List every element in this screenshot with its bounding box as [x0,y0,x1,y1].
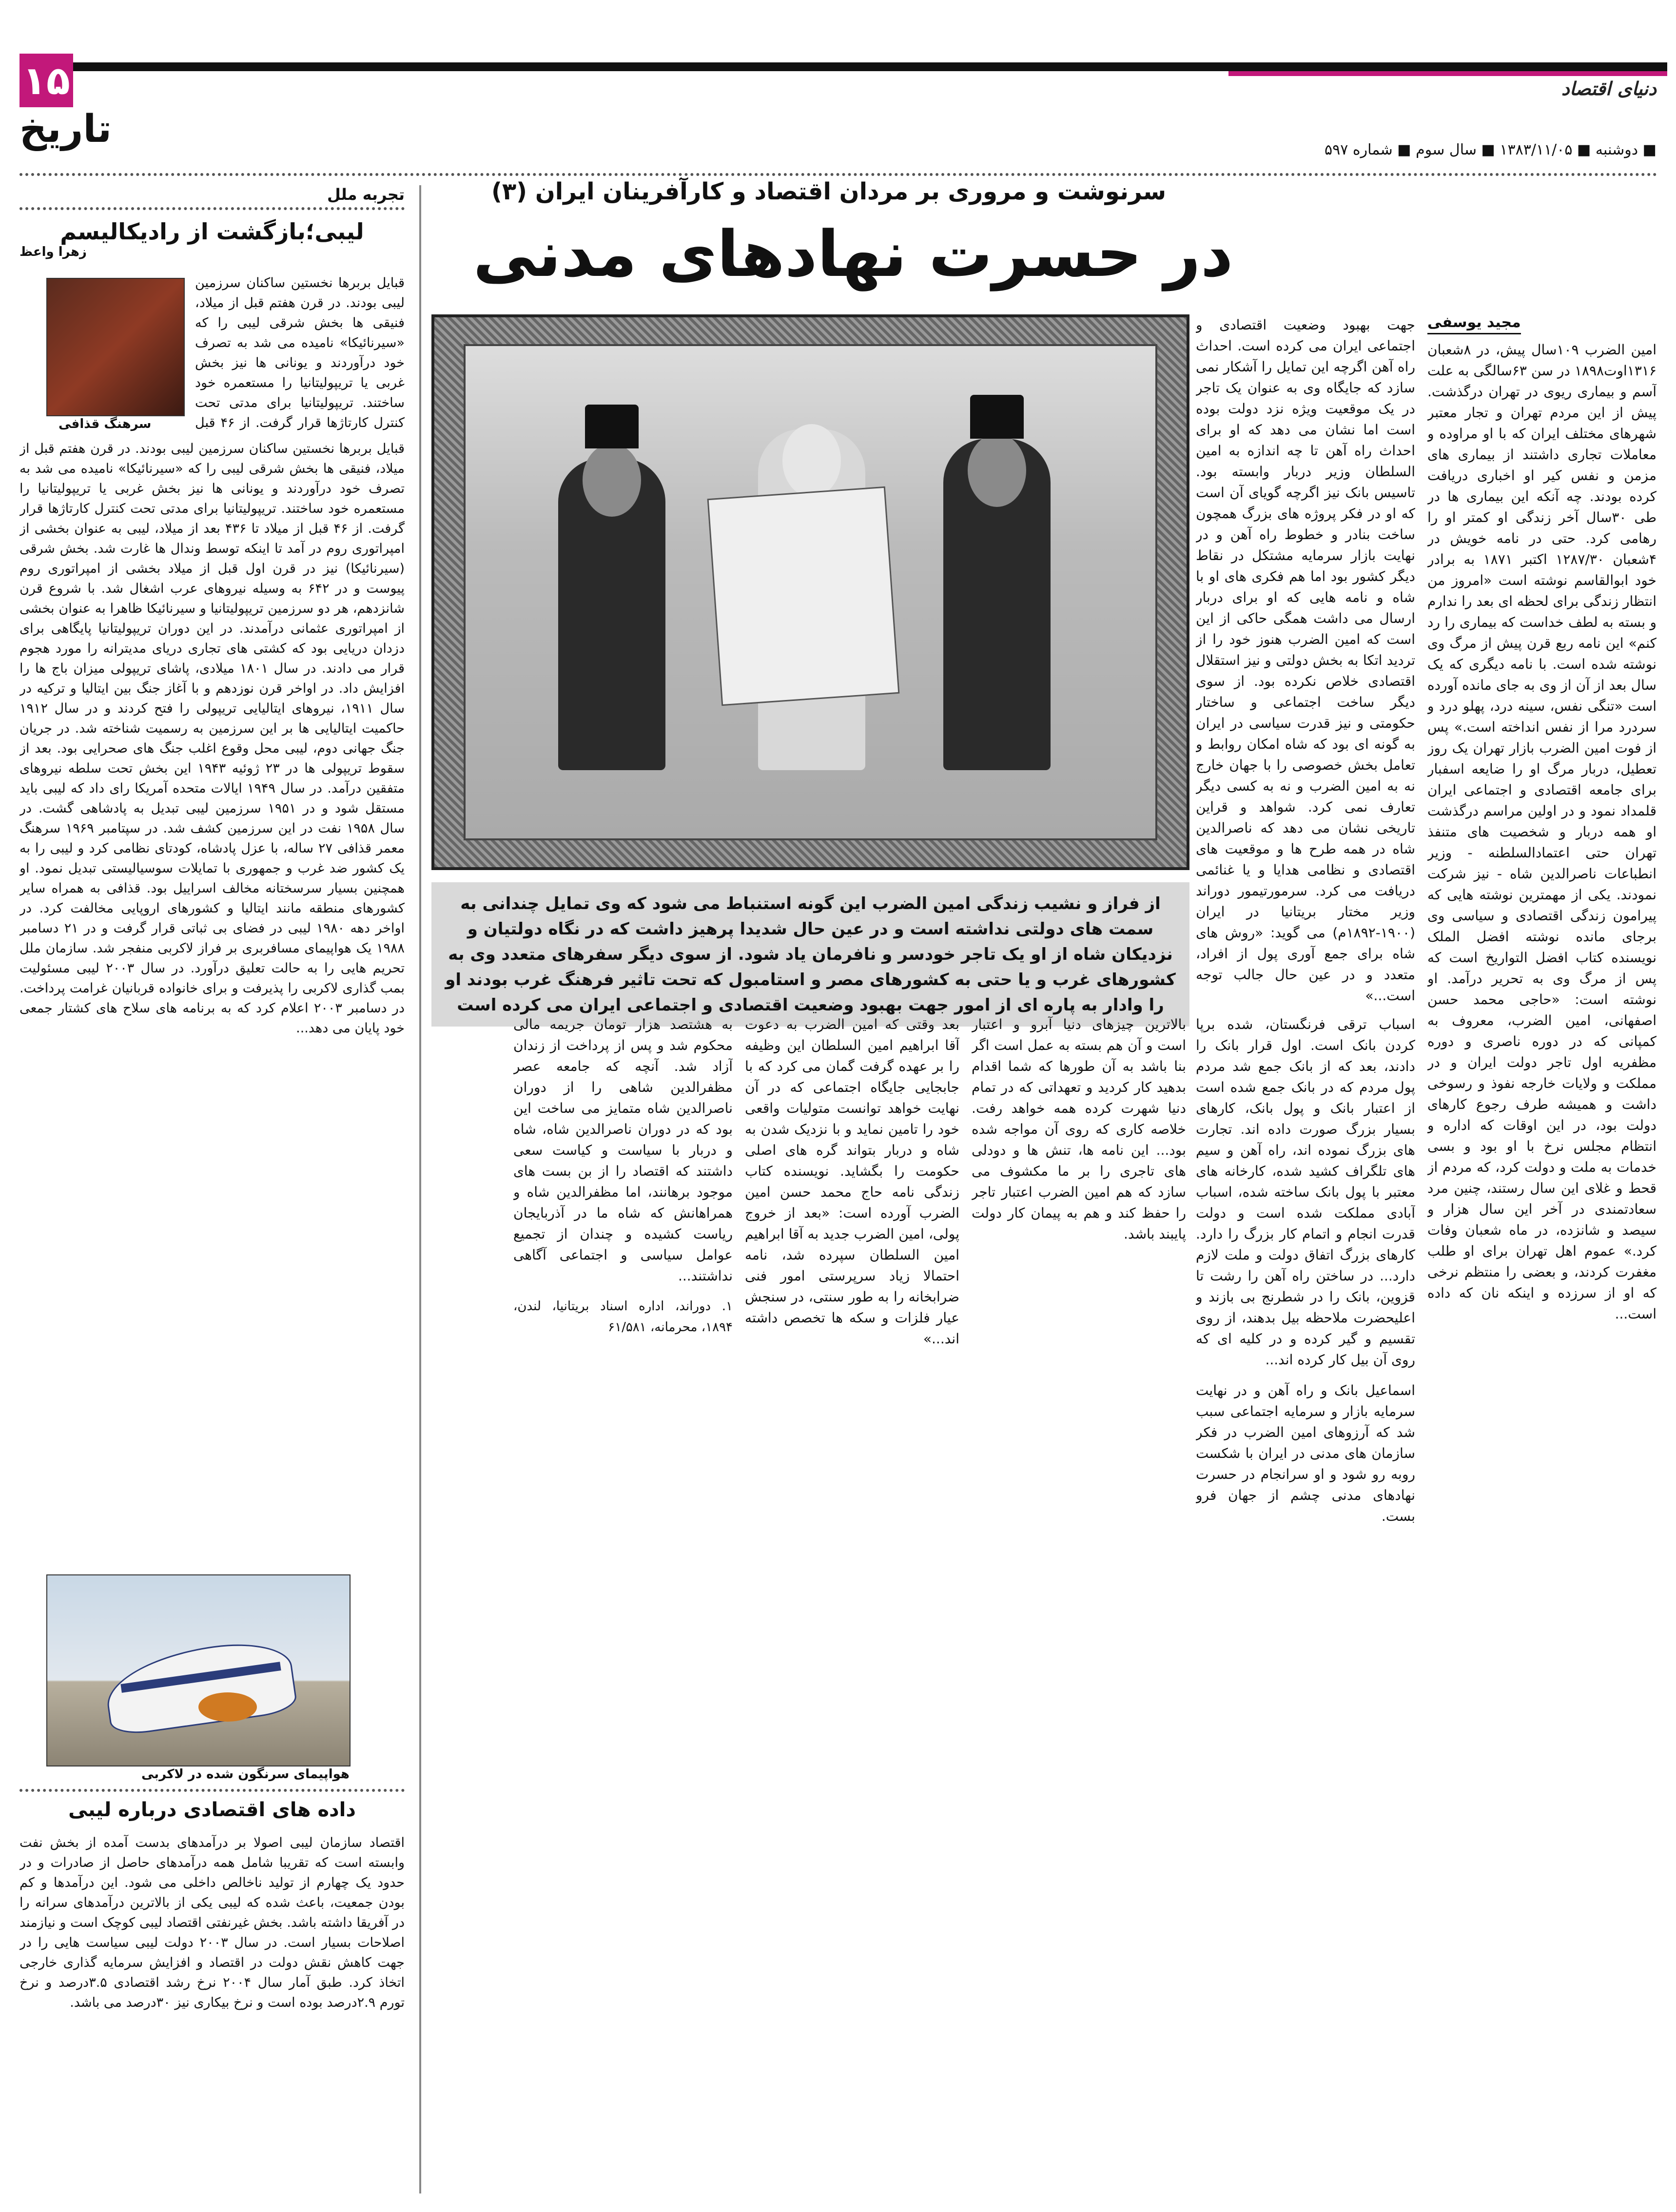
plane-caption: هواپیمای سرنگون شده در لاکربی [141,1767,350,1782]
article-column-2: جهت بهبود وضعیت اقتصادی و اجتماعی ایران می کرده است. احداث راه آهن اگرچه این تمایل را آشکار نمی سازد که جایگاه وی به عنوان یک تاجر در یک موقعیت ویژه نزد دولت بوده است اما نشان می دهد که او برای احداث راه آهن تا چه اندازه به امین السلطان وزیر دربار وابسته بود. تاسیس بانک نیز اگرچه گویای آن است که او در فکر پروژه های بزرگ همچون ساخت بنادر و خطوط راه آهن و در نهایت بازار سرمایه مشتکل در نقاط دیگر کشور بود اما هم فکری های او با شاه و نامه هایی که او برای دربار ارسال می داشت همگی حاکی از این است که امین الضرب هنوز خود را از تردید اتکا به بخش دولتی و نیز استقلال اقتصادی خلاص نکرده بود. از سوی دیگر ساخت اجتماعی و ساختار حکومتی و نیز قدرت سیاسی در ایران به گونه ای بود که شاه امکان روابط و تعامل بخش خصوصی را با جهان خارج نه به امین الضرب و نه به کسی دیگر تعارف نمی کرد. شواهد و قراین تاریخی نشان می دهد که ناصرالدین شاه در همه طرح ها و موقعیت های اقتصادی و نظامی هدایا و یا غنائمی دریافت می کرد. سرمورتیمور دوراند وزیر مختار بریتانیا در ایران (۱۹۰۰-۱۸۹۲م) می گوید: «روش های شاه برای جمع آوری پول از افراد، متعدد و در عین حال جالب توجه است...» [1196,317,1415,1004]
article-column-4: بالاترین چیزهای دنیا آبرو و اعتبار است و آن هم بسته به عمل است اگر بنا باشد به آن طورها که شما اقدام بدهید کار کردید و تعهداتی که در تمام دنیا شهرت کرده همه خواهد رفت. خلاصه کاری که روی آن مواجه شده بود... این نامه ها، تنش ها و دودلی های تاجری را بر ما مکشوف می سازد که هم امین الضرب اعتبار تاجر را حفظ کند و هم به پیمان کار دولت پایبند باشد. [972,1016,1186,1242]
sidebar-title: لیبی؛بازگشت از رادیکالیسم [60,218,364,245]
economic-data-box-title: داده های اقتصادی درباره لیبی [68,1799,356,1821]
article-headline: در حسرت نهادهای مدنی [473,217,1233,291]
historical-photo [431,314,1189,870]
dateline: ■ دوشنبه ■ ۱۳۸۳/۱۱/۰۵ ■ سال سوم ■ شماره ۵۹۷ [1325,141,1657,158]
article-author: مجید یوسفی [1427,312,1521,334]
article-column-1 [1427,312,1657,2193]
page-number: ۱۵ [19,54,73,107]
sidebar-divider [419,185,421,2193]
article-supertitle: سرنوشت و مروری بر مردان اقتصاد و کارآفرینان ایران (۳) [491,178,1167,205]
photo-face-center [782,424,841,497]
article-column-6 [513,1014,733,2193]
header-top-rule [58,62,1667,71]
economic-data-box-body: اقتصاد سازمان لیبی اصولا بر درآمدهای بدست آمده از بخش نفت وابسته است که تقریبا شامل همه درآمدهای حاصل از صادرات و در حدود یک چهارم از تولید ناخالص داخلی می شود. این درآمدها و کم بودن جمعیت، باعث شده که لیبی یکی از بالاترین درآمدهای سرانه را در آفریقا داشته باشد. بخش غیرنفتی اقتصاد لیبی کوچک است و نیازمند اصلاحات بسیار است. در سال ۲۰۰۳ دولت لیبی سیاست هایی را در جهت کاهش نقش دولت در اقتصاد و افزایش سرمایه گذاری خارجی اتخاذ کرد. طبق آمار سال ۲۰۰۴ نرخ رشد اقتصادی ۳.۵درصد و نرخ تورم ۲.۹درصد بوده است و نرخ بیکاری نیز ۳۰درصد می باشد. [19,1835,405,2010]
article-footnotes: ۱. دوراند، اداره اسناد بریتانیا، لندن، ۱۸۹۴، محرمانه، ۶۱/۵۸۱ [513,1299,733,1335]
lockerbie-plane-photo [46,1574,351,1766]
sidebar-body-top: قبایل بربرها نخستین ساکنان سرزمین لیبی بودند. در قرن هفتم قبل از میلاد، فنیقی ها بخش شرقی لیبی را که «سیرنائیکا» نامیده می شد به تصرف خود درآوردند و یونانی ها نیز بخش غربی یا تریپولیتانیا را مستعمره خود ساختند. تریپولیتانیا برای مدتی تحت کنترل کارتاژها قرار گرفت. از ۴۶ قبل [195,275,405,430]
article-column-3-text: اسباب ترقی فرنگستان، شده برپا کردن بانک است. اول قرار بانک را دادند، بعد که از بانک جمع شد مردم پول مردم که در بانک جمع شده است از اعتبار بانک و پول بانک، کارهای بسیار بزرگ صورت داده اند. تجارت های بزرگ نموده اند، راه آهن و سیم های تلگراف کشید شده، کارخانه های معتبر با پول بانک ساخته شده، اسباب آبادی مملکت شده است و دولت قدرت انجام و اتمام کار بزرگ را دارد. کارهای بزرگ اتفاق دولت و ملت لازم دارد... در ساختن راه آهن را رشت تا قزوین، بانک را در شطرنج بی بازند و اعلیحضرت ملاحظه بیل بدهند، از روی تقسیم و گیر کرده و در کلیه ای که روی آن بیل کار کرده اند... [1196,1016,1415,1368]
article-conclusion: اسماعیل بانک و راه آهن و در نهایت سرمایه بازار و سرمایه اجتماعی سبب شد که آرزوهای امین الضرب در فکر سازمان های مدنی در ایران با شکست روبه رو شود و او سرانجام در حسرت نهادهای مدنی چشم از جهان فرو بست. [1196,1382,1415,1524]
sidebar-tag: تجربه ملل [327,185,405,204]
article-column-1-text: امین الضرب ۱۰۹سال پیش، در ۸شعبان ۱۳۱۶اوت۱۸۹۸ در سن ۶۳سالگی به علت آسم و بیماری ریوی در تهران درگذشت. پیش از این مردم تهران و تجار معتبر شهرهای مختلف ایران که با او مراوده و معاملات تجاری داشتند از بیماری های مزمن و نفس کیر او اخباری دریافت کرده بودند. چه آنکه این بیماری ها در طی ۳۰سال آخر زندگی او کمتر او را رهامی کرد. حتی در نامه خویش در ۴شعبان ۱۲۸۷/۳۰ اکتبر ۱۸۷۱ به برادر خود ابوالقاسم نوشته است «امروز من انتظار زندگی برای لحظه ای بعد را ندارم و بسته به لطف خداست که بیماری را رد کنم» این نامه ربع قرن پیش از مرگ وی نوشته شده است. با نامه دیگری که یک سال بعد از آن از وی به جای مانده آورده است «تنگی نفس، سینه درد، پهلو درد و سردرد مرا از نفس انداخته است.» پس از فوت امین الضرب بازار تهران یک روز تعطیل، دربار مرگ او را ضایعه اسفبار برای جامعه اقتصادی و اجتماعی ایران قلمداد نمود و در اولین مراسم درگذشت او همه دربار و شخصیت های متنفذ تهران حتی اعتمادالسلطنه - وزیر انطباعات ناصرالدین شاه - نیز شرکت نمودند. یکی از مهمترین نوشته هایی که پیرامون زندگی اقتصادی و سیاسی وی برجای مانده نوشته افضل الملک نویسنده کتاب افضل التواریخ است که پس از مرگ وی به تحریر درآمد. او نوشته است: «حاجی محمد حسن اصفهانی، امین الضرب، معروف به کمپانی که در دوره ناصری و دوره مظفریه اول تاجر دولت ایران و در مملکت و ولایات خارجه نفوذ و رسوخی داشت و همیشه طرف رجوع کارهای دولت بود، در این اوقات که اداره و انتظام مجلس نرخ با او بود و بسی خدمات به ملت و دولت کرد، که مردم از قحط و غلای این سال رستند، چنین مرد سعادتمندی در آخر این سال هزار و سیصد و شانزده، در ماه شعبان وفات کرد.» عموم اهل تهران برای او طلب مغفرت کردند، و بعضی را منتظم نرخی که او از سرزده و اینکه نان که داده است... [1427,342,1657,1322]
photo-hat-left [585,405,639,448]
photo-document [707,486,900,706]
brand-logo: دنیای اقتصاد [1561,78,1657,99]
header-accent-rule [1228,71,1667,76]
article-column-3 [1196,1014,1415,2193]
photo-caption: از فراز و نشیب زندگی امین الضرب این گونه استنباط می شود که وی تمایل چندانی به سمت های دولتی نداشته است و در عین حال شدیدا پرهیز داشت که در نگاه دولتیان و نزدیکان شاه از او یک تاجر خودسر و نافرمان یاد شود. از سوی دیگر سفرهای متعدد وی به کشورهای غرب و یا حتی به کشورهای مصر و استامبول که تحت تاثیر فرهنگ غرب بودند او را وادار به پاره ای از امور جهت بهبود وضعیت اقتصادی و اجتماعی ایران می کرده است [431,882,1189,1027]
photo-face-left [583,444,641,517]
plane-wreck-fire [198,1692,257,1722]
header-dotted-divider [19,173,1657,176]
photo-face-right [968,434,1026,507]
article-column-5: بعد وقتی که امین الضرب به دعوت آقا ابراهیم امین السلطان این وظیفه را بر عهده گرفت گمان می کرد که با جابجایی جایگاه اجتماعی که در آن نهایت خواهد توانست متولیات واقعی خود را تامین نماید و با نزدیک شدن به شاه و دربار بتواند گره های اصلی حکومت را بگشاید. نویسنده کتاب زندگی نامه حاج محمد حسن امین الضرب آورده است: «بعد از خروج پولی، امین الضرب جدید به آقا ابراهیم امین السلطان سپرده شد، نامه احتمالا زیاد سرپرستی امور فنی ضرابخانه را به طور سنتی، در سنجش عیار فلزات و سکه ها تخصص داشته اند...» [745,1016,959,1347]
photo-hat-right [970,395,1024,439]
box-dotted-divider [19,1789,405,1792]
qaddafi-portrait [46,278,185,416]
sidebar-body: قبایل بربرها نخستین ساکنان سرزمین لیبی بودند. در قرن هفتم قبل از میلاد، فنیقی ها بخش شرقی لیبی را که «سیرنائیکا» نامیده می شد به تصرف خود درآوردند و یونانی ها نیز بخش غربی یا تریپولیتانیا را مستعمره خود ساختند. تریپولیتانیا برای مدتی تحت کنترل کارتاژها قرار گرفت. از ۴۶ قبل از میلاد تا ۴۳۶ بعد از میلاد، لیبی به عنوان بخشی از امپراتوری روم در آمد تا اینکه توسط وندال ها غارت شد. بخش شرقی (سیرنائیکا) نیز در قرن اول قبل از میلاد بخشی از امپراتوری روم پیوست و در ۶۴۲ به وسیله نیروهای عرب اشغال شد. با شروع قرن شانزدهم، هر دو سرزمین تریپولیتانیا و سیرنائیکا ظاهرا به عنوان بخشی از امپراتوری عثمانی درآمدند. در این دوران تریپولیتانیا پایگاهی برای دزدان دریایی بود که کشتی های تجاری دریای مدیترانه را مورد هجوم قرار می دادند. در سال ۱۸۰۱ میلادی، پاشای تریپولی میزان باج ها را افزایش داد. در اواخر قرن نوزدهم و با آغاز جنگ بین ایتالیا و ترکیه در سال ۱۹۱۱، نیروهای ایتالیایی تریپولی را فتح کردند و در سال ۱۹۱۲ حاکمیت ایتالیایی ها بر این سرزمین به رسمیت شناخته شد. در جریان جنگ جهانی دوم، لیبی محل وقوع اغلب جنگ های صحرایی بود. بعد از سقوط تریپولی ها در ۲۳ ژوئیه ۱۹۴۳ این بخش تحت سلطه نیروهای متفقین درآمد. در سال ۱۹۴۹ ایالات متحده آمریکا رای داد که لیبی باید مستقل شود و در ۱۹۵۱ سرزمین لیبی تبدیل به پادشاهی گشت. در سال ۱۹۵۸ نفت در این سرزمین کشف شد. در سپتامبر ۱۹۶۹ سرهنگ معمر قذافی ۲۷ ساله، با عزل پادشاه، کودتای نظامی کرد و لیبی را به یک کشور ضد غرب و جمهوری با تمایلات سوسیالیستی تبدیل نمود. او همچنین بسیار سرسختانه مخالف اسراییل بود. قذافی به همراه سایر کشورهای منطقه مانند ایتالیا و کشورهای اروپایی مخالفت کرد. در اواخر دهه ۱۹۸۰ لیبی در فضای بی ثباتی قرار گرفت و در ۲۱ دسامبر ۱۹۸۸ یک هواپیمای مسافربری بر فراز لاکربی منفجر شد. سازمان ملل تحریم هایی را به حالت تعلیق درآورد. در سال ۲۰۰۳ لیبی مسئولیت بمب گذاری لاکربی را پذیرفت و برای خانواده قربانیان غرامت پرداخت. در دسامبر ۲۰۰۳ اعلام کرد که به برنامه های سلاح های کشتار جمعی خود پایان می دهد... [19,441,405,1036]
sidebar-author: زهرا واعظ [19,245,87,259]
sidebar-dotted-divider [19,207,405,210]
photo-frame-inner [464,344,1157,840]
sidebar [19,185,405,259]
article-column-6-text: به هشتصد هزار تومان جریمه مالی محکوم شد و پس از پرداخت از زندان آزاد شد. آنچه که جامعه عصر مظفرالدین شاهی را از دوران ناصرالدین شاه متمایز می ساخت این بود که در دوران ناصرالدین شاه، شاه و دربار با سیاست و کیاست سعی داشتند که اقتصاد را از بن بست های موجود برهانند، اما مظفرالدین شاه و همراهانش که شاه ما در آذربایجان ریاست کشیده و چندان از تجمیع عوامل سیاسی و اجتماعی آگاهی نداشتند... [513,1016,733,1284]
section-title: تاریخ [19,107,112,151]
portrait-caption: سرهنگ قذافی [58,417,152,431]
